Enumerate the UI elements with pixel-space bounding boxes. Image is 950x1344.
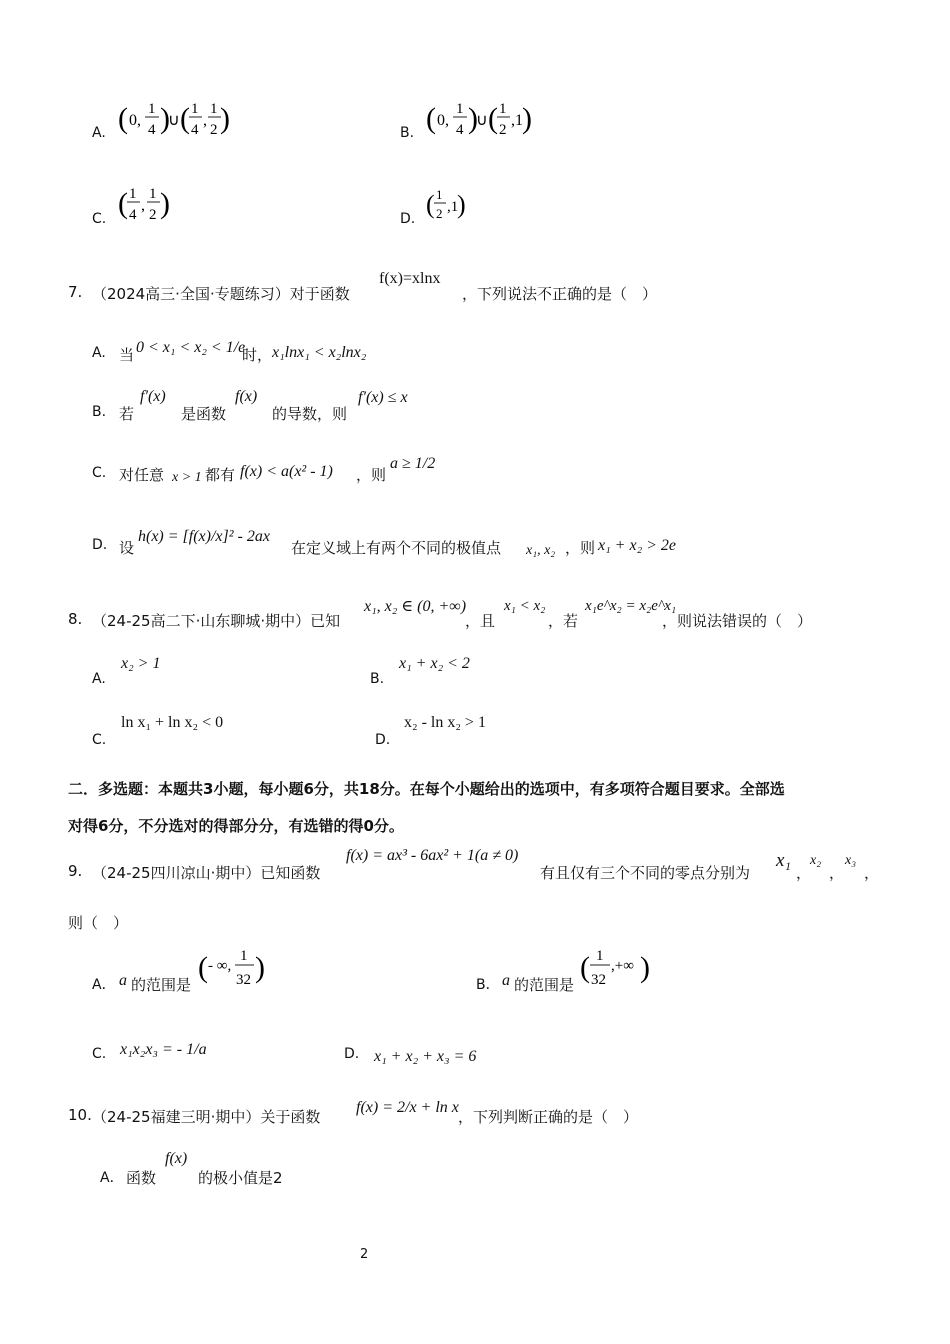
q7-option-c-mid2: ，则 — [356, 466, 387, 484]
svg-text:): ) — [468, 102, 478, 135]
q6-option-a-label: A. — [92, 125, 106, 141]
q10-option-a-label: A． — [100, 1170, 124, 1186]
q9-number: 9. — [68, 862, 83, 880]
q9-zero-1: x₁ — [776, 850, 792, 871]
svg-text:(: ( — [580, 951, 590, 984]
q6-option-a-math — [118, 96, 228, 144]
q8-option-b-expr: x₁ + x₂ < 2 — [399, 655, 470, 672]
q7-option-d-pre: 设 — [119, 539, 135, 557]
svg-text:1: 1 — [191, 101, 199, 117]
q9-mid: 有且仅有三个不同的零点分别为 — [540, 864, 751, 882]
q7-option-b-label: B. — [92, 404, 107, 420]
q10-tail: ，下列判断正确的是（ ） — [458, 1108, 639, 1126]
q7-option-b-mid1: 是函数 — [181, 405, 227, 423]
svg-text:∪: ∪ — [476, 112, 488, 129]
svg-text:1: 1 — [596, 948, 604, 964]
svg-text:,+∞: ,+∞ — [611, 958, 634, 974]
q9-sep-2: ， — [829, 864, 845, 882]
q8-mid1: ，且 — [465, 612, 496, 630]
q7-option-a-expr: x₁lnx₁ < x₂lnx₂ — [272, 344, 367, 361]
q8-option-c-label: C. — [92, 732, 107, 748]
q10-option-a-expr: f(x) — [165, 1150, 188, 1167]
q6-option-c-math — [118, 181, 178, 229]
q8-expr2: x₁ < x₂ — [504, 598, 546, 614]
svg-text:(: ( — [180, 102, 190, 135]
q9-option-a-text: 的范围是 — [131, 976, 192, 994]
svg-text:∪: ∪ — [168, 112, 180, 129]
svg-text:- ∞,: - ∞, — [208, 958, 232, 974]
svg-text:2: 2 — [210, 122, 218, 138]
q7-option-c-label: C. — [92, 465, 107, 481]
q9-function: f(x) = ax³ - 6ax² + 1(a ≠ 0) — [346, 847, 519, 864]
q8-option-c-expr: ln x₁ + ln x₂ < 0 — [121, 714, 224, 731]
svg-text:): ) — [640, 951, 650, 984]
svg-text:,1: ,1 — [511, 112, 523, 129]
svg-text:1: 1 — [499, 101, 507, 117]
svg-text:(: ( — [426, 190, 435, 219]
svg-text:2: 2 — [149, 207, 157, 223]
q8-option-d-expr: x₂ - ln x₂ > 1 — [404, 714, 486, 731]
svg-text:1: 1 — [148, 101, 156, 117]
svg-text:(: ( — [198, 951, 208, 984]
q9-source: （24-25四川凉山·期中）已知函数 — [92, 864, 321, 882]
q9-option-b-label: B． — [476, 977, 500, 993]
q9-option-b-expr — [580, 944, 652, 996]
q9-option-c-label: C. — [92, 1046, 107, 1062]
q10-option-a-pre: 函数 — [126, 1169, 157, 1187]
q6-option-c-expr — [118, 181, 178, 233]
svg-text:): ) — [255, 951, 265, 984]
q9-option-d-expr: x₁ + x₂ + x₃ = 6 — [374, 1048, 477, 1065]
svg-text:2: 2 — [499, 122, 507, 138]
svg-text:(: ( — [118, 102, 128, 135]
q10-option-a-text: 的极小值是2 — [198, 1169, 283, 1187]
q6-option-b-math — [426, 96, 536, 144]
q8-option-a-expr: x₂ > 1 — [121, 655, 161, 672]
q8-expr3: x₁e^x₂ = x₂e^x₁ — [585, 598, 677, 614]
q8-option-a-label: A. — [92, 671, 106, 687]
q8-option-d-label: D. — [375, 732, 391, 748]
svg-text:,1: ,1 — [447, 199, 459, 215]
svg-text:1: 1 — [149, 186, 157, 202]
q7-option-d-expr2: x₁, x₂ — [526, 543, 556, 558]
q9-option-a-math — [198, 944, 268, 992]
page-number: 2 — [360, 1247, 369, 1262]
q9-sep-1: ， — [796, 864, 812, 882]
q9-option-a-var: a — [119, 972, 127, 989]
section-2-heading-line1: 二．多选题：本题共3小题，每小题6分，共18分。在每个小题给出的选项中，有多项符合题目要求。全部选 — [68, 780, 785, 798]
q7-option-b-pre: 若 — [119, 405, 135, 423]
svg-text:1: 1 — [240, 948, 248, 964]
q6-option-a-expr — [118, 96, 228, 148]
q7-option-d-label: D. — [92, 537, 108, 553]
q9-option-b-var: a — [502, 972, 510, 989]
svg-text:(: ( — [488, 102, 498, 135]
svg-text:): ) — [522, 102, 532, 135]
q6-option-c-label: C. — [92, 211, 107, 227]
q7-option-b-expr3: f′(x) ≤ x — [358, 389, 408, 406]
svg-text:1: 1 — [436, 187, 443, 202]
section-2-heading-line2: 对得6分，不分选对的得部分分，有选错的得0分。 — [68, 817, 404, 835]
svg-text:): ) — [160, 102, 170, 135]
svg-text:(: ( — [118, 187, 128, 220]
q7-option-d-expr3: x₁ + x₂ > 2e — [598, 537, 677, 554]
svg-text:2: 2 — [436, 206, 443, 221]
q9-option-b-text: 的范围是 — [514, 976, 575, 994]
q9-zero-2: x₂ — [810, 853, 822, 868]
q8-mid2: ，若 — [548, 612, 579, 630]
svg-text:32: 32 — [236, 972, 251, 988]
q9-option-d-label: D. — [344, 1046, 360, 1062]
q7-option-c-mid1: 都有 — [205, 466, 236, 484]
q6-option-d-label: D. — [400, 211, 416, 227]
q8-expr1: x₁, x₂ ∈ (0, +∞) — [364, 598, 467, 615]
q9-tail: ， — [864, 864, 880, 882]
q9-zero-3: x₃ — [845, 853, 857, 868]
q7-option-a-pre: 当 — [119, 346, 135, 364]
q6-option-b-label: B. — [400, 125, 415, 141]
q7-function: f(x)=xlnx — [379, 270, 441, 287]
svg-text:): ) — [160, 187, 170, 220]
q7-tail: ，下列说法不正确的是（ ） — [462, 285, 658, 303]
q7-option-c-expr2: f(x) < a(x² - 1) — [240, 463, 333, 480]
svg-text:32: 32 — [591, 972, 606, 988]
svg-text:,: , — [203, 112, 207, 129]
q7-option-a-mid: 时， — [242, 346, 273, 364]
q8-source: （24-25高二下·山东聊城·期中）已知 — [92, 612, 341, 630]
q7-option-c-expr3: a ≥ 1/2 — [390, 455, 436, 472]
svg-text:0,: 0, — [129, 112, 141, 129]
q7-option-a-condition: 0 < x₁ < x₂ < 1/e — [136, 339, 246, 356]
svg-text:,: , — [141, 197, 145, 214]
q7-number: 7. — [68, 283, 83, 301]
q9-option-a-label: A． — [92, 977, 116, 993]
q7-option-d-mid1: 在定义域上有两个不同的极值点 — [291, 539, 502, 557]
q7-option-c-expr1: x > 1 — [172, 470, 202, 485]
svg-text:1: 1 — [456, 101, 464, 117]
q7-option-b-mid2: 的导数，则 — [272, 405, 348, 423]
svg-text:1: 1 — [129, 186, 137, 202]
q7-option-b-expr1: f′(x) — [140, 388, 166, 405]
svg-text:): ) — [457, 190, 466, 219]
svg-text:1: 1 — [210, 101, 218, 117]
svg-text:4: 4 — [456, 122, 464, 138]
svg-text:4: 4 — [148, 122, 156, 138]
svg-text:(: ( — [426, 102, 436, 135]
q6-option-b-expr — [426, 96, 536, 148]
q10-function: f(x) = 2/x + ln x — [356, 1099, 459, 1116]
q10-number: 10. — [68, 1106, 92, 1124]
q7-option-d-mid2: ，则 — [565, 539, 596, 557]
q10-source: （24-25福建三明·期中）关于函数 — [92, 1108, 321, 1126]
q7-source: （2024高三·全国·专题练习）对于函数 — [92, 285, 350, 303]
svg-text:4: 4 — [129, 207, 137, 223]
q6-option-d-expr — [426, 184, 476, 232]
q9-option-c-expr: x₁x₂x₃ = - 1/a — [120, 1041, 207, 1058]
q7-option-b-expr2: f(x) — [235, 388, 258, 405]
q9-option-a-expr — [198, 944, 268, 996]
q7-option-c-pre: 对任意 — [119, 466, 165, 484]
q9-option-b-math — [580, 944, 652, 992]
q7-option-d-expr1: h(x) = [f(x)/x]² - 2ax — [138, 528, 270, 545]
svg-text:4: 4 — [191, 122, 199, 138]
svg-text:): ) — [220, 102, 230, 135]
q6-option-d-math — [426, 184, 476, 228]
q7-option-a-label: A. — [92, 345, 106, 361]
q9-line2: 则（ ） — [68, 914, 129, 932]
q8-tail: ，则说法错误的（ ） — [662, 612, 813, 630]
svg-text:0,: 0, — [437, 112, 449, 129]
q8-number: 8. — [68, 610, 83, 628]
q8-option-b-label: B. — [370, 671, 385, 687]
